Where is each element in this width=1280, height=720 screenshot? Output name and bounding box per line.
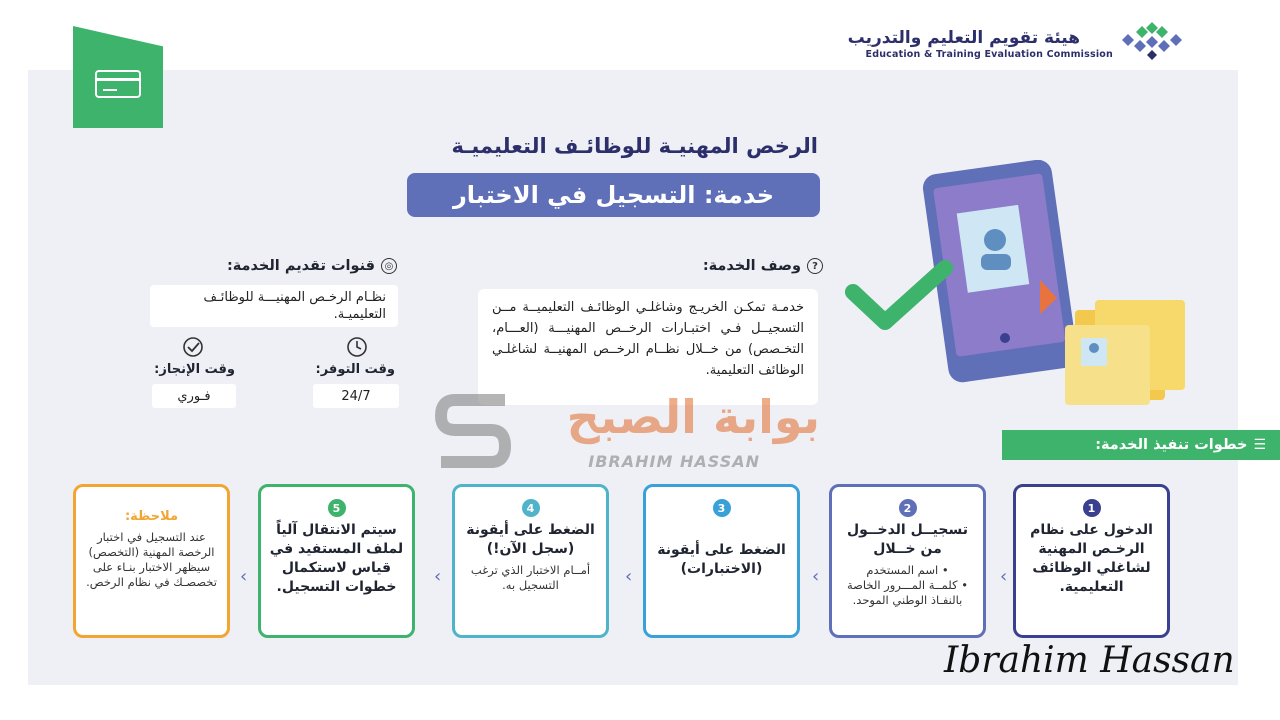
steps-heading-text: خطوات تنفيذ الخدمة:: [1095, 437, 1248, 453]
description-box: خدمـة تمكـن الخريـج وشاغلـي الوظائـف التعليميــة مــن التسجيــل فـي اختبـارات الرخــص المهنيـــة (العـــام، التخـصص) من خــلال نظــام الرخــص المهنيــة لشاغلـي الوظائف التعليمية.: [478, 289, 818, 405]
step-bullet: • كلمــة المـــرور الخاصة بالنفـاذ الوطني الموحد.: [846, 578, 969, 607]
check-circle-icon: [182, 336, 204, 358]
step-card-5: [258, 484, 415, 638]
availability-value: 24/7: [313, 384, 399, 408]
note-card: [73, 484, 230, 638]
step-number-badge: 5: [328, 499, 346, 517]
globe-icon: ◎: [381, 258, 397, 274]
note-text: [84, 507, 219, 590]
watermark: [435, 388, 820, 476]
org-name-english: Education & Training Evaluation Commission: [865, 49, 1113, 60]
step-bullet-text: كلمــة المـــرور الخاصة بالنفـاذ الوطني الموحد.: [846, 578, 963, 607]
list-steps-icon: ☰: [1253, 437, 1266, 453]
clock-icon: [346, 336, 368, 358]
step-text: سيتم الانتقال آلياً لملف المستفيد في قياس لاستكمال خطوات التسجيل.: [269, 522, 404, 595]
step-number-badge: 3: [713, 499, 731, 517]
steps-heading-bar: [1002, 430, 1280, 460]
channels-box: نظـام الرخـص المهنيـــة للوظائـف التعليميـة.: [150, 285, 398, 327]
step-title: تسجيــل الدخــول من خــلال: [847, 522, 968, 557]
step-title: الضغط على أيقونة (سجل الآن!): [466, 522, 595, 557]
signature: Ibrahim Hassan: [944, 640, 1235, 681]
org-name-arabic: هيئة تقويم التعليم والتدريب: [847, 28, 1080, 48]
channels-heading-text: قنوات تقديم الخدمة:: [226, 258, 375, 274]
step-number-badge: 4: [522, 499, 540, 517]
watermark-author: IBRAHIM HASSAN: [588, 452, 760, 471]
completion-value: فـوري: [152, 384, 236, 408]
arrow-left-icon: ‹: [812, 566, 820, 587]
channels-heading: [227, 258, 397, 274]
note-body: عند التسجيل في اختبار الرخصة المهنية (التخصص) سيظهر الاختبار بنـاء على تخصصـك في نظام الرخص.: [86, 530, 217, 589]
commission-logo-icon: [1122, 20, 1188, 60]
availability-label: وقت التوفر:: [315, 362, 395, 377]
step-bullet-text: اسم المستخدم: [866, 563, 939, 577]
step-number-badge: 1: [1083, 499, 1101, 517]
tablet-illustration: [845, 160, 1190, 420]
step-bullet: • اسم المستخدم: [866, 563, 949, 577]
question-icon: ?: [807, 258, 823, 274]
page-title: الرخص المهنيـة للوظائـف التعليميـة: [451, 134, 818, 158]
service-title-banner: خدمة: التسجيل في الاختبار: [407, 173, 820, 217]
step-sub: أمــام الاختبار الذي ترغب التسجيل به.: [470, 563, 591, 592]
arrow-left-icon: ‹: [625, 566, 633, 587]
step-number-badge: 2: [899, 499, 917, 517]
arrow-left-icon: ‹: [1000, 566, 1008, 587]
step-text: الدخول على نظام الرخـص المهنية لشاغلي الوظائف التعليمية.: [1030, 522, 1153, 595]
note-heading: ملاحظة:: [124, 509, 179, 524]
step-card-1: [1013, 484, 1170, 638]
arrow-left-icon: ‹: [434, 566, 442, 587]
step-card-2: [829, 484, 986, 638]
description-heading-text: وصف الخدمة:: [702, 258, 801, 274]
step-card-3: [643, 484, 800, 638]
step-text: [463, 521, 598, 593]
description-heading: [703, 258, 823, 274]
step-text: الضغط على أيقونة (الاختبارات): [657, 542, 786, 577]
credit-card-icon: [95, 70, 141, 98]
step-text: [840, 521, 975, 608]
step-card-4: [452, 484, 609, 638]
arrow-left-icon: ‹: [240, 566, 248, 587]
completion-label: وقت الإنجاز:: [154, 362, 235, 377]
watermark-brand: بوابة الصبح: [566, 390, 820, 444]
watermark-logo-icon: [435, 392, 515, 468]
